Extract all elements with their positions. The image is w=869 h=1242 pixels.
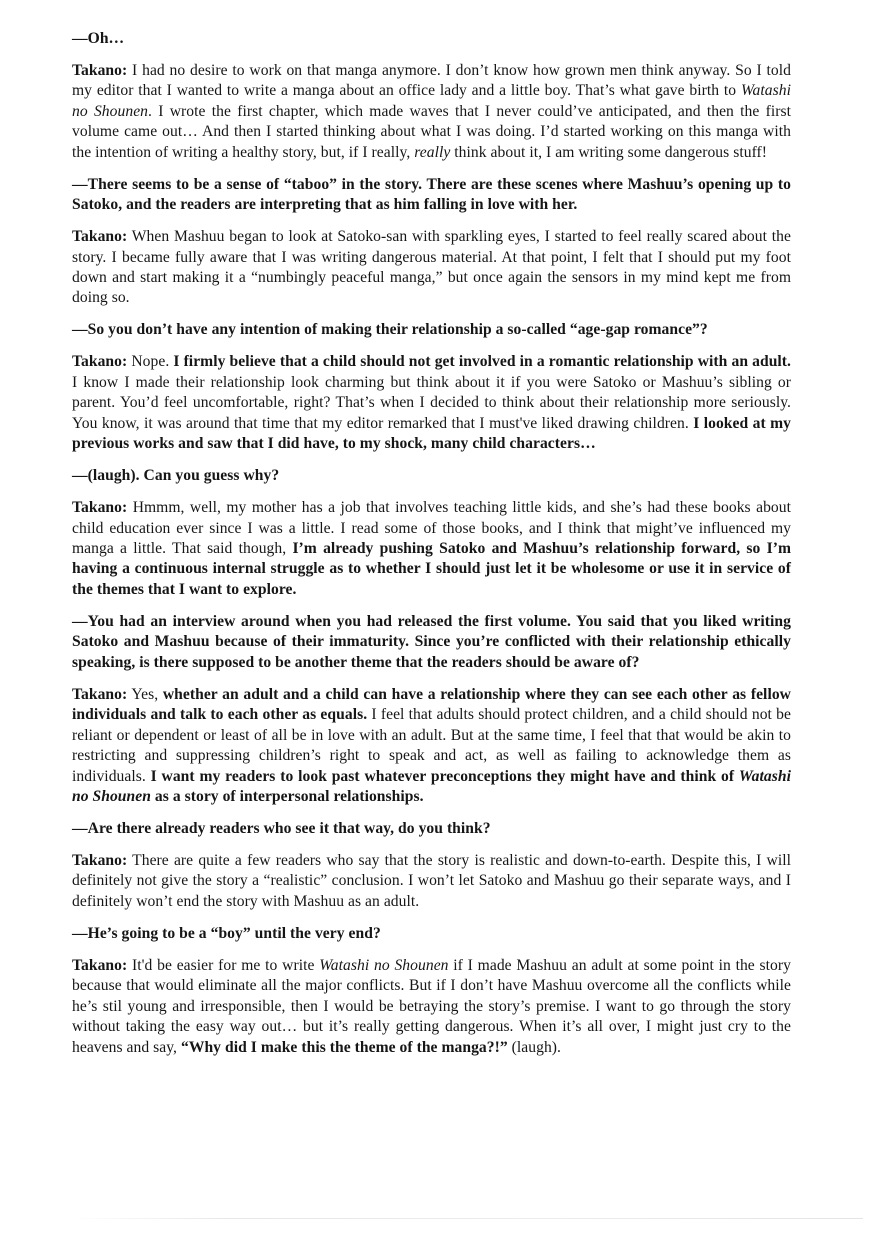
interviewee-answer	[72, 956, 791, 1058]
interviewee-answer	[72, 352, 791, 454]
speaker-label: Takano:	[72, 851, 128, 869]
interviewer-question	[72, 320, 791, 340]
speaker-label: Takano:	[72, 353, 128, 371]
interviewer-question	[72, 924, 791, 944]
speaker-label: Takano:	[72, 685, 128, 703]
interviewer-question	[72, 175, 791, 216]
text-segment: I’m already pushing Satoko and Mashuu’s relationship forward, so I’m having a continuous internal struggle as to whether I should just let it be wholesome or use it in service of the themes that I want to explore.	[72, 540, 791, 598]
text-segment: —So you don’t have any intention of making their relationship a so-called “age-gap romance”?	[72, 321, 708, 339]
text-segment: I looked at my previous works and saw that I did have, to my shock, many child characters…	[72, 414, 791, 453]
interviewer-question	[72, 819, 791, 839]
interviewer-question	[72, 29, 791, 49]
text-segment: “Why did I make this the theme of the manga?!”	[180, 1038, 508, 1056]
text-segment: Hmmm, well, my mother has a job that involves teaching little kids, and she’s had these books about child education ever since I was a little. I read some of those books, and I think that might’ve influenced my manga a little. That said though,	[72, 499, 791, 558]
text-segment: —(laugh). Can you guess why?	[72, 467, 280, 485]
interviewee-answer	[72, 498, 791, 600]
text-segment: —You had an interview around when you had released the first volume. You said that you liked writing Satoko and Mashuu because of their immaturity. Since you’re conflicted with their relationship ethically speaking, is there supposed to be another theme that the readers should be aware of?	[72, 612, 791, 671]
text-segment: I firmly believe that a child should not get involved in a romantic relationship with an adult.	[173, 353, 791, 371]
interviewer-question	[72, 466, 791, 486]
speaker-label: Takano:	[72, 499, 128, 517]
text-segment: Watashi no Shounen	[319, 956, 449, 974]
interviewer-question	[72, 612, 791, 673]
speaker-label: Takano:	[72, 228, 128, 246]
text-segment: whether an adult and a child can have a relationship where they can see each other as fellow individuals and talk to each other as equals.	[72, 685, 791, 724]
text-segment: —He’s going to be a “boy” until the very end?	[72, 924, 381, 942]
text-segment: —Oh…	[72, 30, 125, 47]
text-segment: Nope.	[127, 353, 174, 371]
page-bottom-scan-artifact	[70, 1218, 863, 1219]
text-segment: Watashi no Shounen	[72, 82, 791, 120]
interviewee-answer	[72, 61, 791, 163]
text-segment: I feel that adults should protect children, and a child should not be reliant or dependent or least of all be in love with an adult. But at the same time, I feel that that would be akin to restricting and suppressing children’s right to speak and act, as well as failing to acknowledge them as individuals.	[72, 706, 791, 785]
text-segment: There are quite a few readers who say that the story is realistic and down-to-earth. Despite this, I will definitely not give the story a “realistic” conclusion. I won’t let Satoko and Mashuu go their separate ways, and I definitely won’t end the story with Mashuu as an adult.	[72, 851, 791, 910]
text-segment: —There seems to be a sense of “taboo” in the story. There are these scenes where Mashuu’s opening up to Satoko, and the readers are interpreting that as him falling in love with her.	[72, 175, 791, 214]
text-segment: if I made Mashuu an adult at some point in the story because that would eliminate all the major conflicts. But if I don’t have Mashuu overcome all the conflicts while he’s stil young and irresponsible, then I would be betraying the story’s premise. I want to go through the story without taking the easy way out… but it’s really getting dangerous. When it’s all over, I might just cry to the heavens and say,	[72, 956, 791, 1056]
interviewee-answer	[72, 685, 791, 808]
text-segment: It'd be easier for me to write	[127, 956, 320, 974]
text-segment: I want my readers to look past whatever preconceptions they might have and think of	[150, 767, 739, 785]
text-segment: Yes,	[127, 685, 163, 703]
text-segment: When Mashuu began to look at Satoko-san with sparkling eyes, I started to feel really scared about the story. I became fully aware that I was writing dangerous material. At that point, I felt that I should put my foot down and start making it a “numbingly peaceful manga,” but once again the sensors in my mind kept me from doing so.	[72, 228, 791, 307]
text-segment: —Are there already readers who see it that way, do you think?	[72, 819, 491, 837]
speaker-label: Takano:	[72, 61, 128, 79]
text-segment: I know I made their relationship look charming but think about it if you were Satoko or Mashuu’s sibling or parent. You’d feel uncomfortable, right? That’s when I decided to think about their relationship more seriously. You know, it was around that time that my editor remarked that I must've liked drawing children.	[72, 373, 791, 432]
text-segment: (laugh).	[507, 1038, 561, 1056]
text-segment: really	[414, 143, 451, 161]
speaker-label: Takano:	[72, 956, 128, 974]
text-segment: I had no desire to work on that manga anymore. I don’t know how grown men think anyway. So I told my editor that I wanted to write a manga about an office lady and a little boy. That’s what gave birth to	[72, 61, 791, 100]
text-segment: think about it, I am writing some dangerous stuff!	[450, 143, 768, 161]
interview-body	[72, 29, 791, 1058]
interviewee-answer	[72, 227, 791, 309]
interviewee-answer	[72, 851, 791, 912]
text-segment: . I wrote the first chapter, which made waves that I never could’ve anticipated, and then the first volume came out… And then I started thinking about what I was doing. I’d started working on this manga with the intention of writing a healthy story, but, if I really,	[72, 102, 791, 161]
text-segment: as a story of interpersonal relationships.	[150, 788, 424, 805]
text-segment: Watashi no Shounen	[72, 767, 791, 805]
